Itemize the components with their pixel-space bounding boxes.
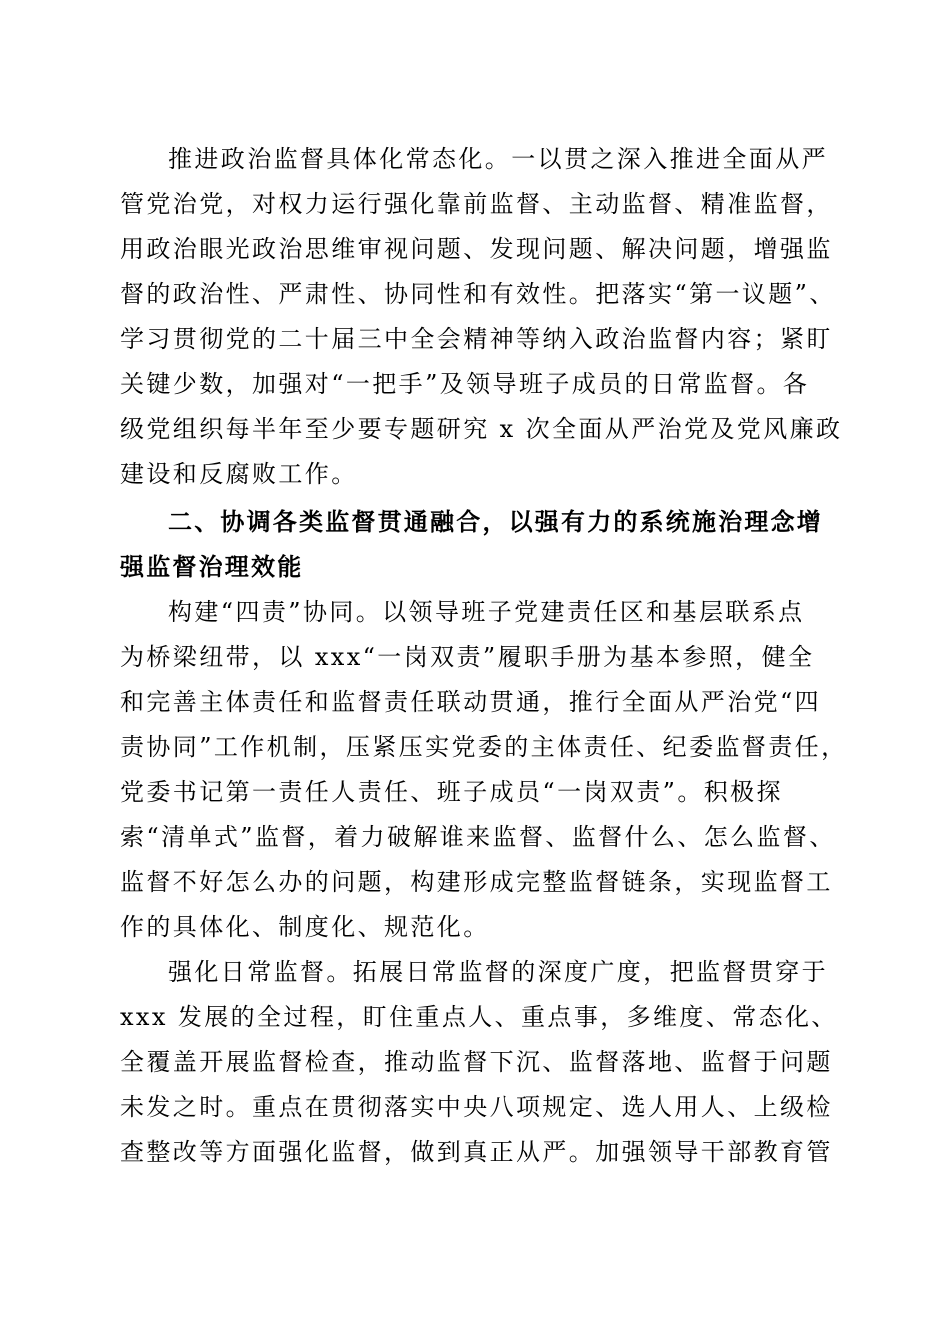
paragraph-1-line-5: 学习贯彻党的二十届三中全会精神等纳入政治监督内容；紧盯 (120, 325, 833, 353)
paragraph-3-line-3: 全覆盖开展监督检查，推动监督下沉、监督落地、监督于问题 (120, 1048, 833, 1076)
paragraph-1-line-1: 推进政治监督具体化常态化。一以贯之深入推进全面从严 (168, 145, 828, 173)
paragraph-2-line-6: 索“清单式”监督，着力破解谁来监督、监督什么、怎么监督、 (120, 823, 836, 851)
section-heading-line-1: 二、协调各类监督贯通融合，以强有力的系统施治理念增 (168, 508, 823, 536)
paragraph-1-line-2: 管党治党，对权力运行强化靠前监督、主动监督、精准监督， (120, 190, 833, 218)
paragraph-3-line-2: xxx 发展的全过程，盯住重点人、重点事，多维度、常态化、 (120, 1003, 838, 1031)
paragraph-3-line-5: 查整改等方面强化监督，做到真正从严。加强领导干部教育管 (120, 1138, 833, 1166)
paragraph-2-line-7: 监督不好怎么办的问题，构建形成完整监督链条，实现监督工 (120, 868, 833, 896)
paragraph-1-line-3: 用政治眼光政治思维审视问题、发现问题、解决问题，增强监 (120, 235, 833, 263)
paragraph-2-line-4: 责协同”工作机制，压紧压实党委的主体责任、纪委监督责任， (120, 733, 848, 761)
paragraph-2-line-5: 党委书记第一责任人责任、班子成员“一岗双责”。积极探 (120, 778, 783, 806)
paragraph-2-line-2: 为桥梁纽带，以 xxx“一岗双责”履职手册为基本参照，健全 (120, 643, 815, 671)
paragraph-1-line-6: 关键少数，加强对“一把手”及领导班子成员的日常监督。各 (120, 370, 810, 398)
paragraph-2-line-3: 和完善主体责任和监督责任联动贯通，推行全面从严治党“四 (120, 688, 822, 716)
paragraph-2-line-1: 构建“四责”协同。以领导班子党建责任区和基层联系点 (168, 598, 805, 626)
paragraph-1-line-7: 级党组织每半年至少要专题研究 x 次全面从严治党及党风廉政 (120, 415, 843, 443)
paragraph-3-line-4: 未发之时。重点在贯彻落实中央八项规定、选人用人、上级检 (120, 1093, 833, 1121)
paragraph-1-line-4: 督的政治性、严肃性、协同性和有效性。把落实“第一议题”、 (120, 280, 836, 308)
paragraph-2-line-8: 作的具体化、制度化、规范化。 (120, 913, 490, 941)
paragraph-3-line-1: 强化日常监督。拓展日常监督的深度广度，把监督贯穿于 (168, 958, 828, 986)
section-heading-line-2: 强监督治理效能 (120, 553, 304, 581)
paragraph-1-line-8: 建设和反腐败工作。 (120, 460, 358, 488)
